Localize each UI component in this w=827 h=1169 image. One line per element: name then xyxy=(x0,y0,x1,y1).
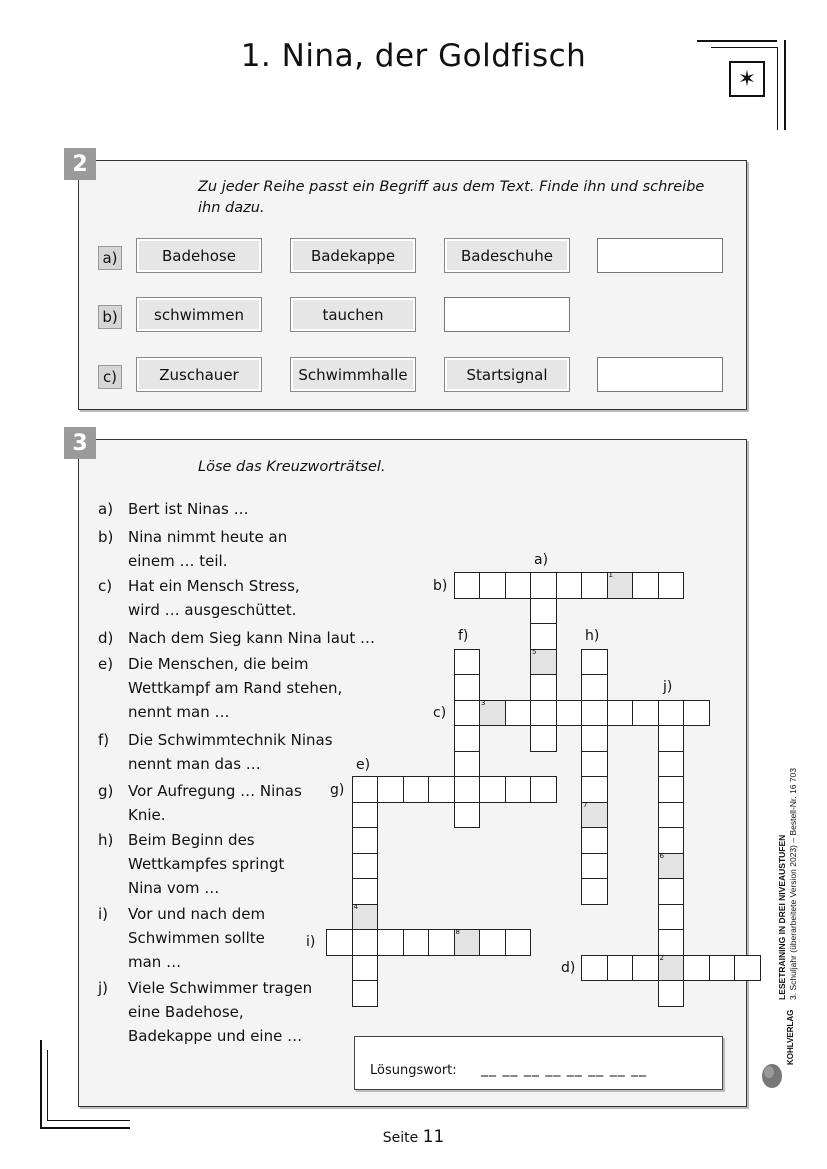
cell-number: 8 xyxy=(455,928,460,936)
word-box: schwimmen xyxy=(136,297,262,332)
crossword-cell[interactable] xyxy=(530,725,557,752)
row-label-b: b) xyxy=(98,305,122,329)
crossword-cell[interactable] xyxy=(581,853,608,880)
solution-box xyxy=(354,1036,723,1090)
crossword-cell[interactable] xyxy=(632,700,659,727)
crossword-cell[interactable] xyxy=(581,674,608,701)
grid-label-e: e) xyxy=(356,757,371,773)
row-label-a: a) xyxy=(98,246,122,270)
star-icon: ✶ xyxy=(729,61,765,97)
crossword-cell[interactable] xyxy=(581,725,608,752)
series-title: LESETRAINING IN DREI NIVEAUSTUFEN xyxy=(777,834,787,1000)
crossword-cell[interactable] xyxy=(454,725,481,752)
crossword-cell[interactable] xyxy=(658,802,685,829)
crossword-cell[interactable] xyxy=(581,700,608,727)
crossword-cell[interactable] xyxy=(377,929,404,956)
crossword-cell[interactable] xyxy=(352,955,379,982)
series-subtitle: 3. Schuljahr (überarbeitete Version 2023) – Bestell-Nr. 16 703 xyxy=(788,768,798,1000)
clue-text: Die Schwimmtechnik Ninas nennt man das … xyxy=(128,731,333,773)
crossword-cell[interactable] xyxy=(581,751,608,778)
word-box: tauchen xyxy=(290,297,416,332)
clue-g xyxy=(98,779,358,827)
crossword-cell[interactable] xyxy=(581,572,608,599)
task-3-number: 3 xyxy=(64,427,96,459)
crossword-cell[interactable] xyxy=(683,700,710,727)
clue-a xyxy=(98,497,328,521)
solution-label: Lösungswort: xyxy=(370,1063,457,1078)
crossword-cell[interactable] xyxy=(454,751,481,778)
word-box: Schwimmhalle xyxy=(290,357,416,392)
clue-label: c) xyxy=(98,577,113,595)
page-label: Seite xyxy=(382,1130,419,1146)
crossword-cell[interactable] xyxy=(352,802,379,829)
crossword-cell[interactable] xyxy=(377,776,404,803)
cell-number: 2 xyxy=(659,953,664,962)
crossword-cell[interactable] xyxy=(658,751,685,778)
clue-text: Die Menschen, die beim Wettkampf am Rand stehen, nennt man … xyxy=(128,655,343,721)
crossword-cell[interactable] xyxy=(428,929,455,956)
clue-label: b) xyxy=(98,528,114,546)
corner-decoration xyxy=(777,47,778,130)
task-2-number: 2 xyxy=(64,148,96,180)
crossword-cell[interactable] xyxy=(581,827,608,854)
clue-label: h) xyxy=(98,831,114,849)
crossword-cell[interactable] xyxy=(479,700,506,727)
word-box: Badeschuhe xyxy=(444,238,570,273)
word-box: Badehose xyxy=(136,238,262,273)
crossword-cell[interactable] xyxy=(530,598,557,625)
grid-label-b: b) xyxy=(433,578,448,594)
crossword-cell[interactable] xyxy=(403,929,430,956)
crossword-cell[interactable] xyxy=(658,853,685,880)
clue-h xyxy=(98,828,358,900)
crossword-cell[interactable] xyxy=(479,776,506,803)
crossword-cell[interactable] xyxy=(352,980,379,1007)
crossword-cell[interactable] xyxy=(530,776,557,803)
crossword-cell[interactable] xyxy=(556,572,583,599)
crossword-cell[interactable] xyxy=(581,955,608,982)
crossword-cell[interactable] xyxy=(683,955,710,982)
grid-label-d: d) xyxy=(561,960,576,976)
clue-e xyxy=(98,652,358,724)
clue-label: e) xyxy=(98,655,114,673)
crossword-grid xyxy=(326,572,737,1009)
grid-label-a: a) xyxy=(534,552,549,568)
corner-decoration xyxy=(47,1050,48,1121)
crossword-cell[interactable] xyxy=(479,572,506,599)
clue-text: Hat ein Mensch Stress, wird … ausgeschüttet. xyxy=(128,577,300,619)
crossword-cell[interactable] xyxy=(581,802,608,829)
page-title: 1. Nina, der Goldfisch xyxy=(240,38,587,74)
crossword-cell[interactable] xyxy=(556,700,583,727)
crossword-cell[interactable] xyxy=(658,929,685,956)
task-2-instruction: Zu jeder Reihe passt ein Begriff aus dem Text. Finde ihn und schreibe ihn dazu. xyxy=(198,179,705,216)
cell-number: 5 xyxy=(532,647,537,656)
crossword-cell[interactable] xyxy=(530,700,557,727)
answer-box-c[interactable] xyxy=(597,357,723,392)
crossword-cell[interactable] xyxy=(734,955,761,982)
crossword-cell[interactable] xyxy=(607,700,634,727)
crossword-cell[interactable] xyxy=(326,929,353,956)
crossword-cell[interactable] xyxy=(658,827,685,854)
solution-blanks[interactable]: __ __ __ __ __ __ __ __ xyxy=(481,1061,648,1077)
corner-decoration xyxy=(47,1120,130,1121)
crossword-cell[interactable] xyxy=(454,700,481,727)
crossword-cell[interactable] xyxy=(658,776,685,803)
cell-number: 1 xyxy=(608,571,613,579)
grid-label-j: j) xyxy=(663,679,673,695)
clue-text: Beim Beginn des Wettkampfes springt Nina vom … xyxy=(128,831,285,897)
crossword-cell[interactable] xyxy=(505,929,532,956)
task-3-instruction: Löse das Kreuzworträtsel. xyxy=(198,459,386,475)
page-footer xyxy=(0,1127,827,1147)
word-box: Badekappe xyxy=(290,238,416,273)
crossword-cell[interactable] xyxy=(505,700,532,727)
publisher-name: KOHLVERLAG xyxy=(786,1009,795,1065)
cell-number: 4 xyxy=(353,902,358,911)
crossword-cell[interactable] xyxy=(352,776,379,803)
crossword-cell[interactable] xyxy=(428,776,455,803)
clue-f xyxy=(98,728,358,776)
clue-label: f) xyxy=(98,731,110,749)
crossword-cell[interactable] xyxy=(454,929,481,956)
crossword-cell[interactable] xyxy=(352,827,379,854)
crossword-cell[interactable] xyxy=(658,878,685,905)
crossword-cell[interactable] xyxy=(454,802,481,829)
crossword-cell[interactable] xyxy=(658,904,685,931)
clue-text: Nina nimmt heute an einem … teil. xyxy=(128,528,288,570)
crossword-cell[interactable] xyxy=(352,904,379,931)
crossword-cell[interactable] xyxy=(607,572,634,599)
crossword-cell[interactable] xyxy=(454,649,481,676)
crossword-cell[interactable] xyxy=(352,929,379,956)
clue-c xyxy=(98,574,328,622)
crossword-cell[interactable] xyxy=(658,725,685,752)
crossword-cell[interactable] xyxy=(454,776,481,803)
cell-number: 3 xyxy=(481,698,486,707)
crossword-cell[interactable] xyxy=(530,572,557,599)
crossword-cell[interactable] xyxy=(530,649,557,676)
crossword-cell[interactable] xyxy=(658,980,685,1007)
crossword-cell[interactable] xyxy=(403,776,430,803)
crossword-cell[interactable] xyxy=(658,572,685,599)
corner-decoration xyxy=(40,1040,42,1128)
answer-box-a[interactable] xyxy=(597,238,723,273)
clue-j xyxy=(98,976,358,1048)
corner-decoration xyxy=(697,40,777,42)
grid-label-g: g) xyxy=(330,782,345,798)
crossword-cell[interactable] xyxy=(479,929,506,956)
clue-b xyxy=(98,525,328,573)
grid-label-i: i) xyxy=(306,934,316,950)
clue-text: Bert ist Ninas … xyxy=(128,500,249,518)
crossword-cell[interactable] xyxy=(530,674,557,701)
crossword-cell[interactable] xyxy=(632,955,659,982)
clue-label: g) xyxy=(98,782,114,800)
answer-box-b[interactable] xyxy=(444,297,570,332)
word-box: Zuschauer xyxy=(136,357,262,392)
corner-decoration xyxy=(784,40,786,130)
crossword-cell[interactable] xyxy=(658,700,685,727)
crossword-cell[interactable] xyxy=(454,572,481,599)
word-box: Startsignal xyxy=(444,357,570,392)
clue-label: a) xyxy=(98,500,114,518)
publisher-logo xyxy=(760,1060,784,1090)
crossword-cell[interactable] xyxy=(505,776,532,803)
clue-text: Nach dem Sieg kann Nina laut … xyxy=(128,629,376,647)
page-number: 11 xyxy=(422,1127,445,1147)
row-label-c: c) xyxy=(98,365,122,389)
corner-decoration xyxy=(711,47,777,48)
crossword-cell[interactable] xyxy=(581,878,608,905)
cell-number: 7 xyxy=(583,800,588,809)
clue-text: Viele Schwimmer tragen eine Badehose, Badekappe und eine … xyxy=(128,979,313,1045)
crossword-cell[interactable] xyxy=(454,674,481,701)
crossword-cell[interactable] xyxy=(632,572,659,599)
clue-text: Vor Aufregung … Ninas Knie. xyxy=(128,782,302,824)
cell-number: 6 xyxy=(659,851,664,860)
crossword-cell[interactable] xyxy=(581,776,608,803)
grid-label-h: h) xyxy=(585,628,600,644)
grid-label-c: c) xyxy=(433,705,447,721)
clue-label: i) xyxy=(98,905,109,923)
clue-label: d) xyxy=(98,629,114,647)
grid-label-f: f) xyxy=(458,628,469,644)
clue-i xyxy=(98,902,358,974)
crossword-cell[interactable] xyxy=(530,623,557,650)
crossword-cell[interactable] xyxy=(352,878,379,905)
crossword-cell[interactable] xyxy=(581,649,608,676)
clue-text: Vor und nach dem Schwimmen sollte man … xyxy=(128,905,266,971)
crossword-cell[interactable] xyxy=(505,572,532,599)
crossword-cell[interactable] xyxy=(352,853,379,880)
crossword-cell[interactable] xyxy=(709,955,736,982)
crossword-cell[interactable] xyxy=(658,955,685,982)
clue-label: j) xyxy=(98,979,109,997)
crossword-cell[interactable] xyxy=(607,955,634,982)
